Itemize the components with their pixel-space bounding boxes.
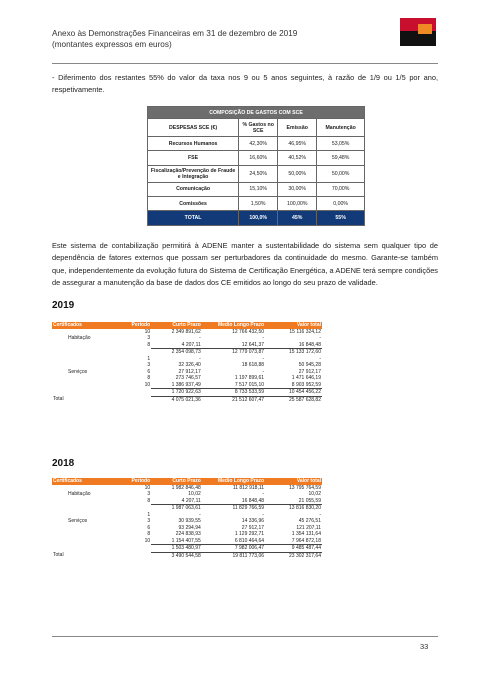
total-row: Total 3 490 544,58 19 811 773,06 23 302 317,64: [53, 552, 321, 559]
subtotal-row: 1 503 480,97 7 982 006,47 9 485 487,44: [52, 545, 322, 553]
subtotal-row: 1 720 922,63 8 733 533,59 10 454 456,22: [52, 389, 322, 397]
col-header: Período: [120, 478, 152, 485]
sce-table-title: COMPOSIÇÃO DE GASTOS COM SCE: [148, 107, 365, 119]
total-label: Total: [53, 552, 64, 559]
cell: 100,00%: [278, 196, 317, 210]
table-row: 10 1 386 937,49 7 517 015,10 8 903 952,59: [144, 381, 321, 388]
subtotal-row: 1 987 063,61 11 829 766,59 13 816 830,20: [52, 505, 322, 512]
cell: 50,00%: [317, 165, 365, 182]
total-label: TOTAL: [148, 211, 239, 226]
total-row: Total 4 075 021,36 21 512 607,47 25 587 628,82: [53, 396, 321, 403]
table-row: 8 4 207,11 12 641,37 16 848,48: [147, 341, 321, 348]
table-row: Habitação 3 10,02 - 10,02: [52, 491, 322, 498]
table-row: 8 224 838,93 1 129 292,71 1 354 131,64: [147, 531, 321, 537]
category-servicos: Serviços: [68, 518, 88, 524]
category-habitacao: Habitação: [68, 335, 91, 341]
year-heading-2018: 2018: [52, 458, 75, 469]
col-header: Medio Longo Prazo: [202, 322, 265, 329]
company-logo: [400, 18, 436, 46]
cell: 70,00%: [317, 182, 365, 196]
col-header: Curto Prazo: [151, 322, 202, 329]
row-label: Comissões: [148, 196, 239, 210]
table-row: 10 1 154 407,55 6 810 464,64 7 964 872,18: [144, 537, 321, 544]
col-header: Certificados: [52, 478, 120, 485]
cell: 15,10%: [239, 182, 278, 196]
header-divider: [52, 63, 438, 64]
col-header: Manutenção: [317, 119, 365, 137]
table-row: 10 2 349 891,62 12 766 432,50 15 116 324,12: [144, 328, 321, 335]
cell: 46,95%: [278, 137, 317, 151]
table-row: 1 - - -: [147, 355, 321, 362]
cell: 40,52%: [278, 151, 317, 165]
row-label: FSE: [148, 151, 239, 165]
header-title: Anexo às Demonstrações Financeiras em 31 de dezembro de 2019: [52, 29, 298, 38]
table-row: [148, 196, 365, 210]
footer-divider: [52, 636, 438, 637]
cell: 55%: [317, 211, 365, 226]
table-row: Serviços 3 30 939,55 14 336,96 45 276,51: [52, 518, 322, 525]
cell: 24,50%: [239, 165, 278, 182]
cell: 16,60%: [239, 151, 278, 165]
cell: 50,00%: [278, 165, 317, 182]
col-header: Valor total: [265, 322, 322, 329]
table-row: [148, 151, 365, 165]
col-header: Valor total: [265, 478, 322, 485]
table-row: 8 4 207,11 16 848,48 21 055,59: [147, 497, 321, 504]
col-header: % Gastos no SCE: [239, 119, 278, 137]
table-row: 8 273 746,57 1 197 899,61 1 471 646,19: [147, 375, 321, 381]
sce-composition-table: [147, 106, 365, 226]
table-row: 10 1 982 846,48 11 812 918,11 13 795 764,59: [144, 484, 321, 491]
row-label: Comunicação: [148, 182, 239, 196]
table-row: Habitação 3 - - -: [52, 335, 322, 342]
certificates-table-2019: [52, 322, 322, 403]
col-header: Certificados: [52, 322, 120, 329]
page-number: 33: [420, 642, 429, 651]
table-row: [148, 165, 365, 182]
table-row: [148, 182, 365, 196]
document-header: [52, 28, 297, 50]
row-label: Recursos Humanos: [148, 137, 239, 151]
certificates-table-2018: [52, 478, 322, 559]
table-row: Serviços 6 27 912,17 - 27 912,17: [52, 369, 322, 376]
col-header: Emissão: [278, 119, 317, 137]
cell: 30,00%: [278, 182, 317, 196]
subtotal-row: 2 354 098,73 12 779 073,87 15 133 172,60: [52, 349, 322, 356]
table-row: 3 32 326,40 18 618,88 50 945,28: [147, 362, 321, 368]
total-label: Total: [53, 396, 64, 403]
table-row: [148, 137, 365, 151]
cell: 59,48%: [317, 151, 365, 165]
paragraph-deferral: - Diferimento dos restantes 55% do valor da taxa nos 9 ou 5 anos seguintes, à razão de 1/9 ou 1/5 por ano, respetivamente.: [52, 73, 438, 95]
header-subtitle: (montantes expressos em euros): [52, 40, 172, 49]
category-habitacao: Habitação: [68, 491, 91, 497]
row-label: Fiscalização/Prevenção de Fraude e Integração: [148, 165, 239, 182]
cell: 45%: [278, 211, 317, 226]
col-header: Curto Prazo: [151, 478, 202, 485]
col-header: DESPESAS SCE (€): [148, 119, 239, 137]
cell: 0,00%: [317, 196, 365, 210]
category-servicos: Serviços: [68, 368, 88, 375]
cell: 42,30%: [239, 137, 278, 151]
cell: 53,05%: [317, 137, 365, 151]
table-row: 1 - - -: [147, 511, 321, 518]
year-heading-2019: 2019: [52, 300, 75, 311]
table-row: 6 93 294,94 27 912,17 121 207,11: [147, 524, 321, 531]
paragraph-sustainability: Este sistema de contabilização permitirá à ADENE manter a sustentabilidade do sistema sem qualquer tipo de dependência de fatores externos que possam ser perturbadores da continuidade do mesmo. Garante-se também que, independentemente da evolução futura do Sistema de Certificação Energética, a ADENE terá sempre condições de assegurar a manutenção da base de dados dos CE emitidos ao longo do seu prazo de validade.: [52, 241, 438, 287]
col-header: Medio Longo Prazo: [202, 478, 265, 485]
total-row: [148, 211, 365, 226]
cell: 1,50%: [239, 196, 278, 210]
col-header: Período: [120, 322, 152, 329]
cell: 100,0%: [239, 211, 278, 226]
